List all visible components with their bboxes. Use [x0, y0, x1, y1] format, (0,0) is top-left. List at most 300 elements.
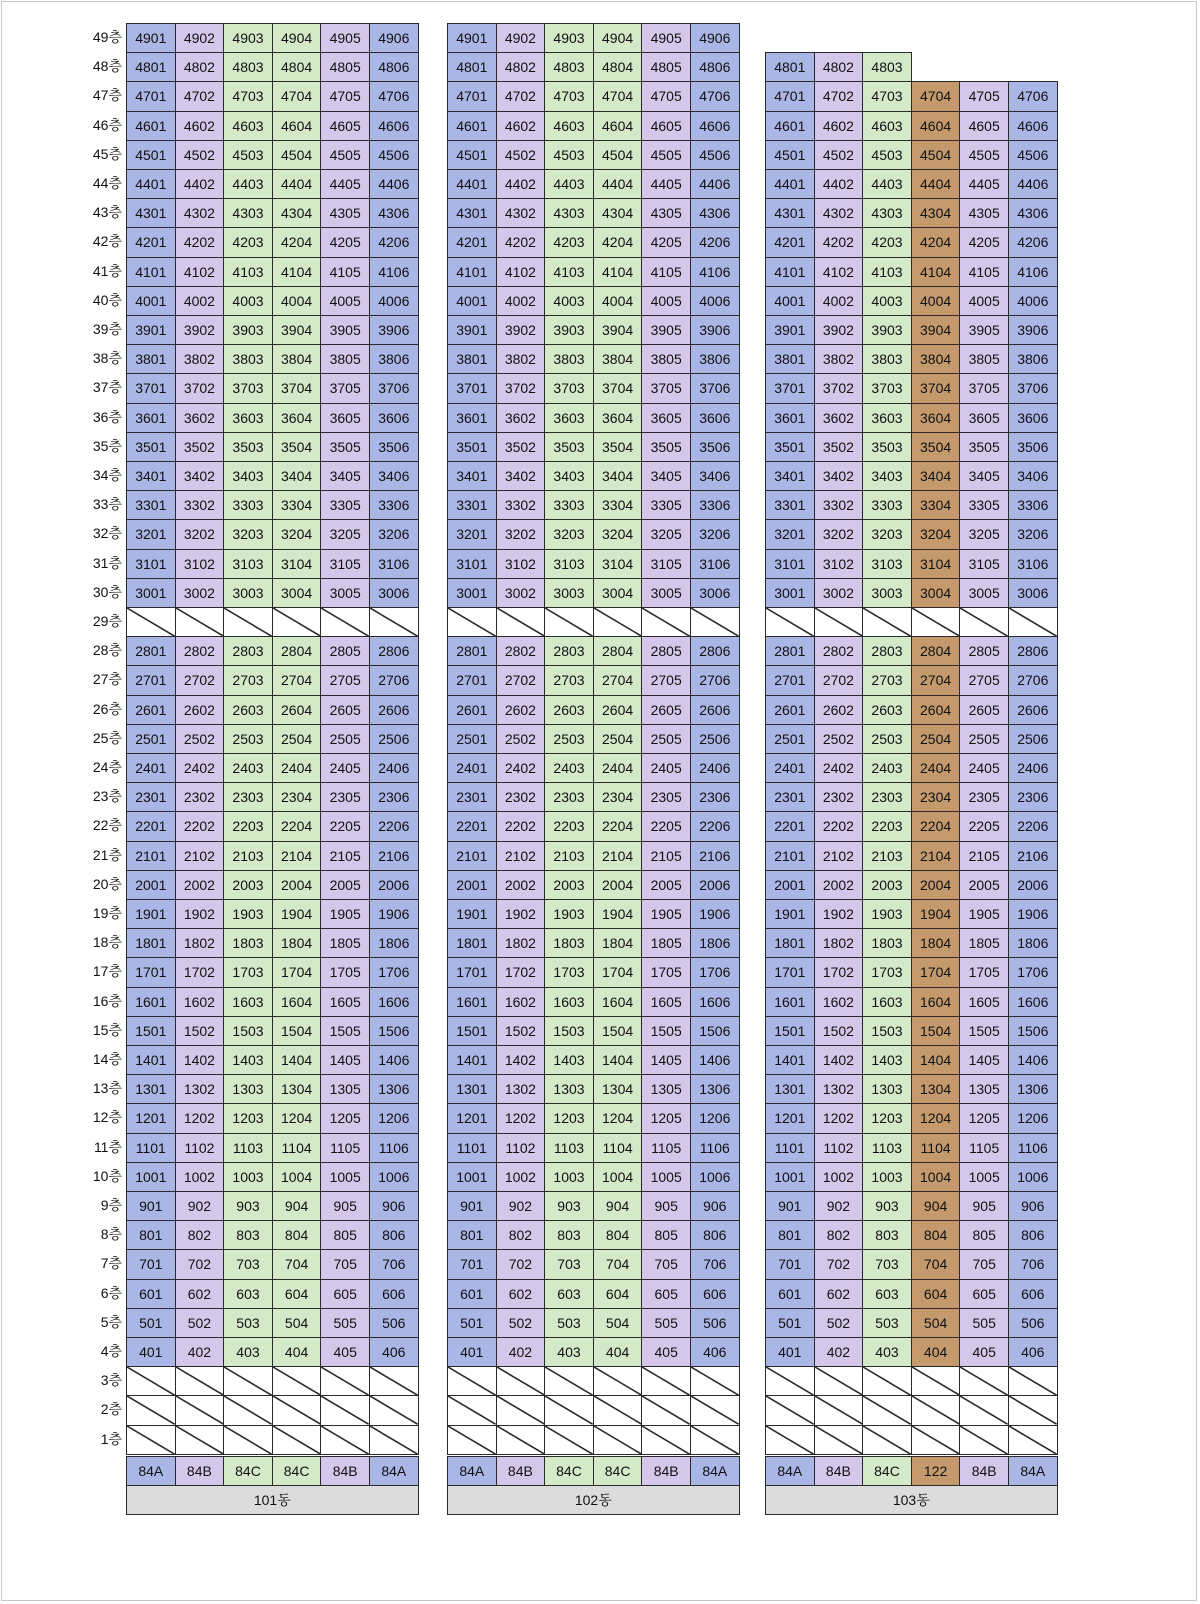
unit-type-label: 84B: [496, 1456, 546, 1486]
unit-cell: 2605: [320, 695, 370, 725]
unit-cell: 2203: [223, 811, 273, 841]
unit-cell: 1506: [690, 1016, 740, 1046]
unit-cell: 1706: [1008, 957, 1058, 987]
unit-cell: 3801: [447, 344, 497, 374]
unit-cell: 2106: [369, 841, 419, 871]
floor-label: 39층: [92, 321, 122, 337]
unit-cell: 3002: [496, 578, 546, 608]
unit-cell: 4806: [690, 52, 740, 82]
diagonal-slash-icon: [691, 608, 739, 636]
diagonal-slash-icon: [545, 1396, 593, 1424]
unit-cell: 2003: [862, 870, 912, 900]
diagonal-slash-icon: [176, 1367, 224, 1395]
unit-cell: 706: [369, 1249, 419, 1279]
empty-unit-cell: [544, 1366, 594, 1396]
unit-cell: 3506: [369, 432, 419, 462]
unit-cell: 3204: [272, 519, 322, 549]
unit-type-label: 84A: [765, 1456, 815, 1486]
unit-cell: 4702: [814, 81, 864, 111]
unit-cell: 4304: [272, 198, 322, 228]
unit-cell: 502: [814, 1308, 864, 1338]
floor-label: 23층: [92, 788, 122, 805]
empty-unit-cell: [641, 1366, 691, 1396]
unit-cell: 3803: [223, 344, 273, 374]
unit-cell: 1803: [862, 928, 912, 958]
empty-unit-cell: [223, 607, 273, 637]
empty-unit-cell: [369, 1395, 419, 1425]
unit-cell: 2102: [496, 841, 546, 871]
unit-cell: 4801: [126, 52, 176, 82]
unit-cell: 2103: [862, 841, 912, 871]
unit-cell: 1301: [765, 1074, 815, 1104]
floor-label: 47층: [92, 87, 122, 104]
unit-cell: 2501: [126, 724, 176, 754]
unit-cell: 4504: [911, 140, 961, 170]
floor-label: 19층: [92, 905, 122, 921]
unit-cell: 1701: [447, 957, 497, 987]
unit-cell: 402: [814, 1337, 864, 1367]
unit-cell: 4102: [496, 257, 546, 287]
unit-cell: 3704: [593, 373, 643, 403]
unit-cell: 2703: [544, 665, 594, 695]
unit-cell: 1705: [320, 957, 370, 987]
unit-type-label: 122: [911, 1456, 961, 1486]
unit-cell: 1805: [959, 928, 1009, 958]
unit-cell: 3303: [862, 490, 912, 520]
diagonal-slash-icon: [127, 1367, 175, 1395]
unit-cell: 4704: [272, 81, 322, 111]
unit-cell: 4706: [369, 81, 419, 111]
empty-unit-cell: [765, 1395, 815, 1425]
unit-cell: 4203: [862, 227, 912, 257]
unit-cell: 3805: [320, 344, 370, 374]
diagonal-slash-icon: [273, 1367, 321, 1395]
diagonal-slash-icon: [912, 608, 960, 636]
unit-cell: 2101: [126, 841, 176, 871]
unit-cell: 3004: [911, 578, 961, 608]
floor-label: 8층: [100, 1226, 122, 1243]
unit-cell: 3605: [641, 403, 691, 433]
unit-cell: 3205: [641, 519, 691, 549]
empty-unit-cell: [272, 1366, 322, 1396]
diagonal-slash-icon: [766, 1367, 814, 1395]
unit-cell: 4402: [814, 169, 864, 199]
empty-unit-cell: [369, 1366, 419, 1396]
unit-cell: 3705: [641, 373, 691, 403]
diagonal-slash-icon: [594, 1367, 642, 1395]
unit-cell: 2403: [862, 753, 912, 783]
unit-cell: 1504: [272, 1016, 322, 1046]
unit-cell: 2802: [814, 636, 864, 666]
unit-cell: 2103: [544, 841, 594, 871]
unit-cell: 2504: [911, 724, 961, 754]
floor-label: 14층: [92, 1051, 122, 1067]
unit-type-label: 84A: [1008, 1456, 1058, 1486]
unit-cell: 1403: [544, 1045, 594, 1075]
floor-label: 13층: [92, 1080, 122, 1097]
unit-cell: 4205: [320, 227, 370, 257]
diagonal-slash-icon: [224, 1426, 272, 1454]
unit-cell: 2005: [959, 870, 1009, 900]
diagonal-slash-icon: [545, 1367, 593, 1395]
unit-cell: 4303: [223, 198, 273, 228]
empty-unit-cell: [690, 1425, 740, 1455]
empty-unit-cell: [496, 1395, 546, 1425]
unit-type-label: 84B: [175, 1456, 225, 1486]
unit-cell: 3604: [272, 403, 322, 433]
unit-cell: 3301: [126, 490, 176, 520]
unit-cell: 1103: [544, 1133, 594, 1163]
unit-cell: 603: [862, 1279, 912, 1309]
unit-cell: 2702: [175, 665, 225, 695]
unit-cell: 1503: [862, 1016, 912, 1046]
unit-cell: 2702: [814, 665, 864, 695]
unit-cell: 2706: [690, 665, 740, 695]
unit-cell: 1704: [911, 957, 961, 987]
unit-cell: 1702: [496, 957, 546, 987]
unit-cell: 1905: [959, 899, 1009, 929]
unit-cell: 4802: [175, 52, 225, 82]
unit-cell: 2401: [447, 753, 497, 783]
unit-cell: 2002: [496, 870, 546, 900]
unit-cell: 4106: [690, 257, 740, 287]
building-label: 103동: [765, 1485, 1058, 1515]
unit-cell: 3902: [814, 315, 864, 345]
unit-cell: 2704: [911, 665, 961, 695]
unit-cell: 2603: [862, 695, 912, 725]
unit-cell: 405: [959, 1337, 1009, 1367]
unit-cell: 4005: [320, 286, 370, 316]
unit-cell: 4505: [959, 140, 1009, 170]
unit-cell: 3201: [126, 519, 176, 549]
unit-cell: 602: [814, 1279, 864, 1309]
floor-label: 32층: [92, 525, 122, 542]
unit-cell: 1802: [175, 928, 225, 958]
unit-cell: 3901: [126, 315, 176, 345]
unit-cell: 3202: [496, 519, 546, 549]
unit-type-label: 84A: [369, 1456, 419, 1486]
unit-cell: 3402: [496, 461, 546, 491]
diagonal-slash-icon: [273, 1426, 321, 1454]
unit-cell: 1002: [496, 1162, 546, 1192]
unit-cell: 3505: [641, 432, 691, 462]
unit-cell: 2402: [496, 753, 546, 783]
unit-cell: 503: [223, 1308, 273, 1338]
floor-label: 41층: [92, 262, 122, 279]
unit-cell: 4703: [862, 81, 912, 111]
unit-cell: 602: [496, 1279, 546, 1309]
unit-cell: 504: [593, 1308, 643, 1338]
unit-cell: 3102: [496, 549, 546, 579]
unit-cell: 3105: [641, 549, 691, 579]
unit-cell: 1003: [544, 1162, 594, 1192]
unit-cell: 4701: [765, 81, 815, 111]
unit-cell: 3404: [272, 461, 322, 491]
unit-cell: 3106: [369, 549, 419, 579]
unit-cell: 2506: [369, 724, 419, 754]
floor-label: 11층: [93, 1138, 122, 1155]
unit-cell: 4004: [272, 286, 322, 316]
unit-cell: 602: [175, 1279, 225, 1309]
unit-cell: 2501: [447, 724, 497, 754]
unit-cell: 3604: [593, 403, 643, 433]
unit-cell: 3501: [447, 432, 497, 462]
unit-cell: 702: [814, 1249, 864, 1279]
unit-cell: 605: [641, 1279, 691, 1309]
unit-cell: 1106: [1008, 1133, 1058, 1163]
unit-cell: 1006: [690, 1162, 740, 1192]
unit-cell: 3206: [690, 519, 740, 549]
diagonal-slash-icon: [448, 1396, 496, 1424]
unit-cell: 1703: [544, 957, 594, 987]
unit-cell: 4506: [369, 140, 419, 170]
unit-cell: 2304: [272, 782, 322, 812]
unit-cell: 1706: [690, 957, 740, 987]
unit-cell: 2405: [959, 753, 1009, 783]
unit-cell: 3602: [496, 403, 546, 433]
unit-cell: 1101: [126, 1133, 176, 1163]
unit-cell: 1503: [544, 1016, 594, 1046]
empty-unit-cell: [911, 1366, 961, 1396]
unit-cell: 3704: [911, 373, 961, 403]
unit-cell: 1401: [447, 1045, 497, 1075]
floor-label: 17층: [92, 963, 122, 980]
unit-cell: 1702: [814, 957, 864, 987]
unit-cell: 4705: [320, 81, 370, 111]
unit-cell: 901: [765, 1191, 815, 1221]
unit-cell: 1101: [765, 1133, 815, 1163]
floor-label: 26층: [92, 700, 122, 717]
unit-cell: 4301: [126, 198, 176, 228]
unit-cell: 2003: [223, 870, 273, 900]
empty-unit-cell: [272, 607, 322, 637]
unit-cell: 2201: [447, 811, 497, 841]
unit-cell: 506: [369, 1308, 419, 1338]
unit-cell: 4102: [175, 257, 225, 287]
unit-cell: 1002: [814, 1162, 864, 1192]
diagonal-slash-icon: [273, 1396, 321, 1424]
diagonal-slash-icon: [448, 1426, 496, 1454]
diagonal-slash-icon: [691, 1426, 739, 1454]
floor-label: 9층: [100, 1197, 122, 1213]
unit-cell: 3206: [1008, 519, 1058, 549]
diagonal-slash-icon: [642, 608, 690, 636]
unit-cell: 2606: [690, 695, 740, 725]
empty-unit-cell: [447, 1395, 497, 1425]
unit-cell: 1206: [369, 1103, 419, 1133]
unit-cell: 1403: [223, 1045, 273, 1075]
unit-cell: 1105: [959, 1133, 1009, 1163]
diagonal-slash-icon: [960, 1426, 1008, 1454]
diagonal-slash-icon: [545, 608, 593, 636]
unit-cell: 1404: [911, 1045, 961, 1075]
unit-cell: 4901: [447, 23, 497, 53]
unit-cell: 2804: [272, 636, 322, 666]
diagonal-slash-icon: [815, 1367, 863, 1395]
unit-cell: 4202: [496, 227, 546, 257]
unit-cell: 3503: [862, 432, 912, 462]
unit-cell: 4602: [814, 111, 864, 141]
unit-cell: 2703: [862, 665, 912, 695]
unit-cell: 1703: [223, 957, 273, 987]
unit-cell: 2005: [320, 870, 370, 900]
unit-cell: 3501: [765, 432, 815, 462]
unit-cell: 3606: [690, 403, 740, 433]
unit-cell: 4405: [959, 169, 1009, 199]
diagonal-slash-icon: [448, 608, 496, 636]
unit-cell: 1506: [1008, 1016, 1058, 1046]
unit-type-label: 84B: [814, 1456, 864, 1486]
empty-unit-cell: [593, 1395, 643, 1425]
unit-cell: 2206: [369, 811, 419, 841]
unit-cell: 2705: [959, 665, 1009, 695]
unit-cell: 401: [126, 1337, 176, 1367]
unit-cell: 3403: [544, 461, 594, 491]
unit-type-label: 84C: [862, 1456, 912, 1486]
diagonal-slash-icon: [642, 1426, 690, 1454]
unit-cell: 3804: [911, 344, 961, 374]
unit-cell: 3703: [862, 373, 912, 403]
unit-cell: 1504: [593, 1016, 643, 1046]
unit-cell: 405: [641, 1337, 691, 1367]
unit-cell: 3301: [765, 490, 815, 520]
unit-cell: 3104: [272, 549, 322, 579]
diagonal-slash-icon: [370, 1396, 418, 1424]
unit-cell: 1501: [126, 1016, 176, 1046]
floor-label: 16층: [92, 992, 122, 1009]
unit-cell: 4201: [447, 227, 497, 257]
unit-cell: 4702: [175, 81, 225, 111]
unit-cell: 704: [593, 1249, 643, 1279]
unit-cell: 4503: [223, 140, 273, 170]
unit-cell: 3306: [369, 490, 419, 520]
unit-cell: 2805: [320, 636, 370, 666]
unit-cell: 606: [1008, 1279, 1058, 1309]
diagonal-slash-icon: [321, 1396, 369, 1424]
unit-cell: 2704: [593, 665, 643, 695]
unit-cell: 4106: [1008, 257, 1058, 287]
unit-cell: 1502: [814, 1016, 864, 1046]
unit-cell: 3004: [272, 578, 322, 608]
unit-cell: 604: [272, 1279, 322, 1309]
unit-cell: 3101: [126, 549, 176, 579]
unit-cell: 1806: [1008, 928, 1058, 958]
unit-cell: 3804: [593, 344, 643, 374]
unit-cell: 3203: [544, 519, 594, 549]
diagonal-slash-icon: [497, 1426, 545, 1454]
unit-type-label: 84C: [593, 1456, 643, 1486]
empty-unit-cell: [447, 607, 497, 637]
unit-cell: 2705: [641, 665, 691, 695]
unit-cell: 4806: [369, 52, 419, 82]
unit-cell: 4106: [369, 257, 419, 287]
unit-cell: 2801: [765, 636, 815, 666]
unit-cell: 1801: [126, 928, 176, 958]
empty-unit-cell: [641, 1425, 691, 1455]
unit-cell: 2706: [1008, 665, 1058, 695]
unit-cell: 4801: [765, 52, 815, 82]
unit-cell: 3201: [447, 519, 497, 549]
unit-cell: 3602: [814, 403, 864, 433]
unit-cell: 4904: [272, 23, 322, 53]
floor-label: 1층: [100, 1430, 122, 1447]
unit-cell: 3404: [593, 461, 643, 491]
unit-cell: 1102: [496, 1133, 546, 1163]
unit-cell: 1306: [369, 1074, 419, 1104]
unit-cell: 3004: [593, 578, 643, 608]
unit-cell: 4203: [544, 227, 594, 257]
unit-cell: 1104: [911, 1133, 961, 1163]
empty-unit-cell: [369, 1425, 419, 1455]
unit-cell: 3602: [175, 403, 225, 433]
unit-cell: 906: [690, 1191, 740, 1221]
empty-unit-cell: [690, 607, 740, 637]
unit-cell: 1901: [765, 899, 815, 929]
unit-cell: 3205: [959, 519, 1009, 549]
unit-cell: 3906: [1008, 315, 1058, 345]
unit-cell: 3905: [641, 315, 691, 345]
unit-cell: 4306: [690, 198, 740, 228]
unit-cell: 502: [496, 1308, 546, 1338]
unit-cell: 4501: [447, 140, 497, 170]
unit-cell: 3606: [369, 403, 419, 433]
unit-cell: 2103: [223, 841, 273, 871]
floor-label: 48층: [92, 58, 122, 75]
unit-cell: 1901: [447, 899, 497, 929]
unit-cell: 1806: [369, 928, 419, 958]
unit-cell: 2203: [544, 811, 594, 841]
unit-cell: 1804: [272, 928, 322, 958]
unit-cell: 2406: [1008, 753, 1058, 783]
unit-cell: 404: [272, 1337, 322, 1367]
unit-cell: 4602: [496, 111, 546, 141]
floor-label: 35층: [92, 437, 122, 454]
unit-cell: 1305: [641, 1074, 691, 1104]
diagonal-slash-icon: [594, 1396, 642, 1424]
unit-cell: 4306: [1008, 198, 1058, 228]
unit-cell: 3704: [272, 373, 322, 403]
unit-cell: 3806: [690, 344, 740, 374]
unit-cell: 2604: [272, 695, 322, 725]
unit-cell: 402: [496, 1337, 546, 1367]
unit-cell: 1005: [320, 1162, 370, 1192]
unit-cell: 2804: [911, 636, 961, 666]
unit-cell: 4502: [175, 140, 225, 170]
unit-cell: 4301: [447, 198, 497, 228]
diagonal-slash-icon: [594, 1426, 642, 1454]
empty-unit-cell: [862, 1395, 912, 1425]
floor-label: 15층: [92, 1021, 122, 1038]
unit-cell: 803: [862, 1220, 912, 1250]
unit-cell: 4703: [544, 81, 594, 111]
unit-cell: 1706: [369, 957, 419, 987]
unit-cell: 3006: [1008, 578, 1058, 608]
unit-cell: 401: [765, 1337, 815, 1367]
unit-cell: 2603: [544, 695, 594, 725]
unit-cell: 4905: [641, 23, 691, 53]
unit-cell: 4406: [1008, 169, 1058, 199]
unit-cell: 3302: [496, 490, 546, 520]
unit-cell: 1304: [593, 1074, 643, 1104]
unit-cell: 3005: [641, 578, 691, 608]
unit-cell: 1204: [272, 1103, 322, 1133]
unit-cell: 3401: [765, 461, 815, 491]
unit-cell: 2202: [496, 811, 546, 841]
unit-cell: 905: [959, 1191, 1009, 1221]
unit-cell: 2503: [862, 724, 912, 754]
unit-cell: 3802: [175, 344, 225, 374]
unit-cell: 1201: [765, 1103, 815, 1133]
